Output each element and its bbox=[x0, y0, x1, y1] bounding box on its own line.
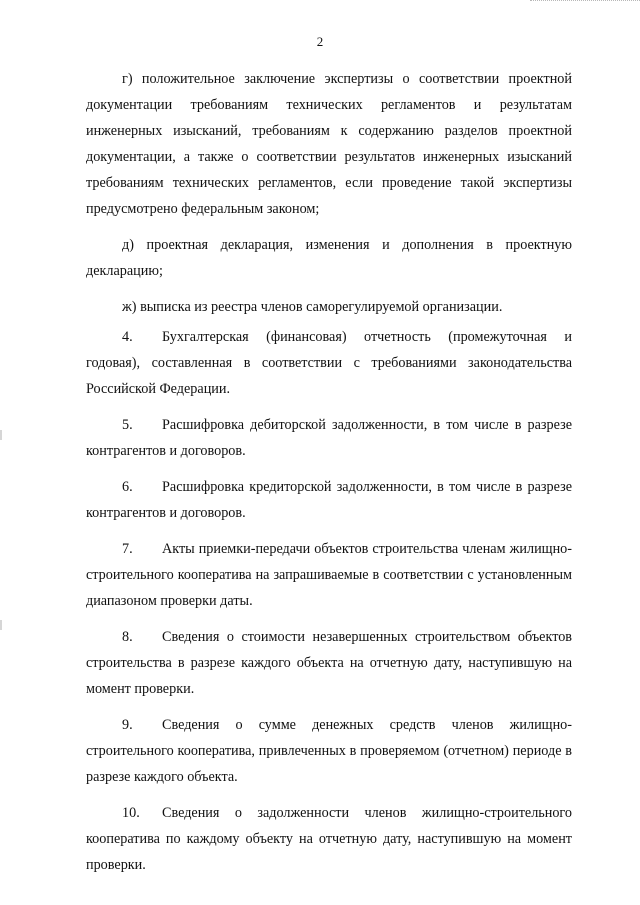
list-item-9 bbox=[86, 712, 572, 790]
list-item-10 bbox=[86, 800, 572, 878]
paragraph-g: г) положительное заключение экспертизы о соответствии проектной документации требованиям технических регламентов и результатам инженерных изысканий, требованиям к содержанию разделов проектной документации, а также о соответствии результатов инженерных изысканий требованиям технических регламентов, если проведение такой экспертизы предусмотрено федеральным законом; bbox=[86, 71, 572, 217]
page-number: 2 bbox=[316, 34, 324, 49]
list-item-text: Расшифровка дебиторской задолженности, в том числе в разрезе контрагентов и договоров. bbox=[86, 417, 572, 459]
list-item-text: Сведения о стоимости незавершенных строительством объектов строительства в разрезе каждого объекта на отчетную дату, наступившую на момент проверки. bbox=[86, 629, 572, 697]
list-item-number: 4. bbox=[122, 329, 133, 345]
list-item-8 bbox=[86, 624, 572, 702]
list-item-number: 5. bbox=[122, 417, 133, 433]
list-item-number: 8. bbox=[122, 629, 133, 645]
list-item-text: Акты приемки-передачи объектов строительства членам жилищно-строительного кооператива на запрашиваемые в соответствии с установленным диапазоном проверки даты. bbox=[86, 541, 572, 609]
list-item-number: 9. bbox=[122, 717, 133, 733]
list-item-number: 6. bbox=[122, 479, 133, 495]
list-item-text: Сведения о задолженности членов жилищно-строительного кооператива по каждому объекту на отчетную дату, наступившую на момент проверки. bbox=[86, 805, 572, 873]
list-item-text: Бухгалтерская (финансовая) отчетность (промежуточная и годовая), составленная в соответствии с требованиями законодательства Российской Федерации. bbox=[86, 329, 572, 397]
list-item-number: 10. bbox=[122, 805, 140, 821]
list-item-4 bbox=[86, 324, 572, 402]
paragraph-zh: ж) выписка из реестра членов саморегулируемой организации. bbox=[122, 299, 503, 315]
scan-edge-mark bbox=[0, 620, 2, 630]
list-item-6 bbox=[86, 474, 572, 526]
list-item-5 bbox=[86, 412, 572, 464]
list-item-text: Сведения о сумме денежных средств членов жилищно-строительного кооператива, привлеченных в проверяемом (отчетном) периоде в разрезе каждого объекта. bbox=[86, 717, 572, 785]
list-item-text: Расшифровка кредиторской задолженности, в том числе в разрезе контрагентов и договоров. bbox=[86, 479, 572, 521]
paragraph-d: д) проектная декларация, изменения и дополнения в проектную декларацию; bbox=[86, 237, 572, 279]
scan-corner-mark bbox=[530, 0, 640, 2]
scan-edge-mark bbox=[0, 430, 2, 440]
list-item-7 bbox=[86, 536, 572, 614]
document-body bbox=[86, 66, 572, 878]
list-item-number: 7. bbox=[122, 541, 133, 557]
